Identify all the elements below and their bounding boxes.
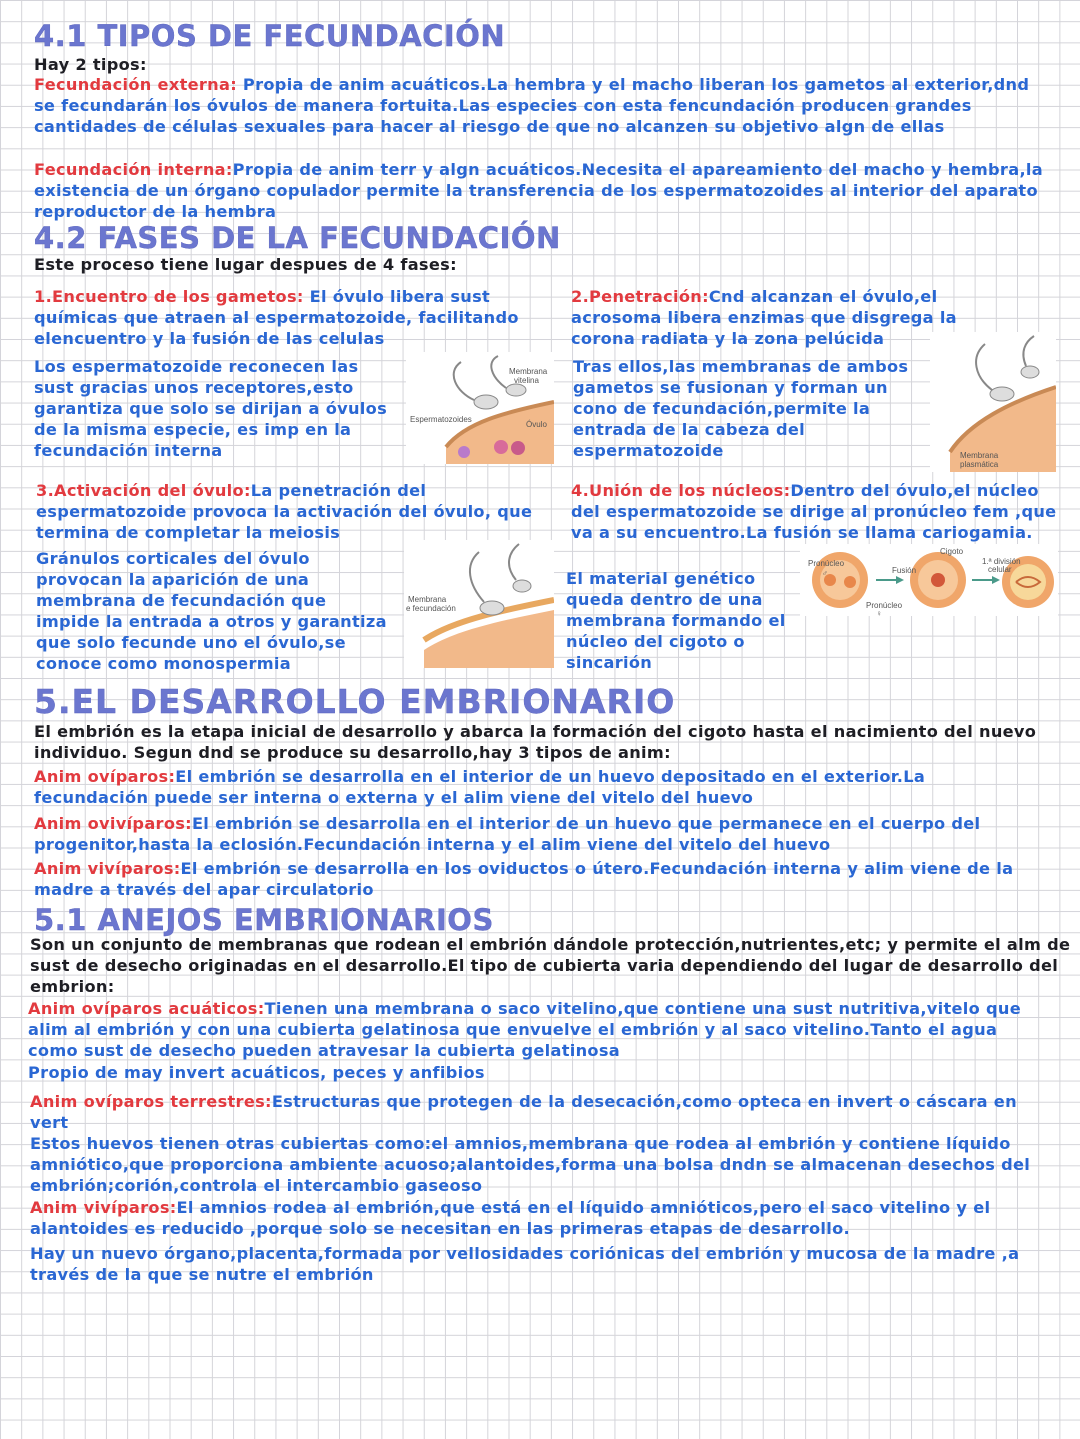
phase4-figure <box>800 544 1058 616</box>
s51-terrestrial-paragraph <box>30 1091 1030 1133</box>
phase1-figure-label-3: Espermatozoides <box>410 415 472 424</box>
phase4-paragraph <box>571 480 1059 543</box>
s51-viviparous-text2: Hay un nuevo órgano,placenta,formada por vellosidades coriónicas del embrión y mucosa de la madre ,a través de la que se nutre el embrión <box>30 1244 1020 1284</box>
s42-intro: Este proceso tiene lugar despues de 4 fases: <box>34 255 457 274</box>
phase4-fig-label-fusion: Fusión <box>892 566 917 575</box>
s51-terrestrial-text2: Estos huevos tienen otras cubiertas como:el amnios,membrana que rodea al embrión y contiene líquido amniótico,que proporciona ambiente acuoso;alantoides,forma una bolsa dndn se almacenan desechos del embrión;corión,controla el intercambio gaseoso <box>30 1134 1031 1195</box>
phase2-text: Cnd alcanzan el óvulo,el acrosoma libera enzimas que disgrega la corona radiata y la zona pelúcida <box>571 287 957 348</box>
phase1-text2: Los espermatozoide reconecen las sust gracias unos receptores,esto garantiza que solo se dirijan a óvulos de la misma especie, es imp en la fecundación interna <box>34 357 388 460</box>
s5-viviparos-paragraph <box>34 858 1054 900</box>
s5-ovoviviparos-text: El embrión se desarrolla en el interior de un huevo que permanece en el cuerpo del progenitor,hasta la eclosión.Fecundación interna y el alim viene del vitelo del huevo <box>34 814 981 854</box>
phase4-fig-label-pronucleo-m: Pronúcleo <box>808 559 845 568</box>
s51-aquatic-label: Anim ovíparos acuáticos: <box>28 999 265 1018</box>
s5-ovoviviparos-paragraph <box>34 813 1064 855</box>
s5-viviparos-text: El embrión se desarrolla en los oviductos o útero.Fecundación interna y alim viene de la madre a través del apar circulatorio <box>34 859 1014 899</box>
phase3-label: 3.Activación del óvulo: <box>36 481 251 500</box>
s51-viviparous-text: El amnios rodea al embrión,que está en el líquido amnióticos,pero el saco vitelino y el alantoides es reducido ,porque solo se necesitan en las primeras etapas de desarrollo. <box>30 1198 991 1238</box>
phase4-fig-label-female-sign: ♀ <box>876 609 882 616</box>
s41-internal-label: Fecundación interna: <box>34 160 233 179</box>
s5-oviparos-label: Anim ovíparos: <box>34 767 176 786</box>
phase1-figure-label-2: vitelina <box>514 376 539 385</box>
s51-terrestrial-text: Estructuras que protegen de la desecación,como opteca en invert o cáscara en vert <box>30 1092 1017 1132</box>
s41-external-label: Fecundación externa: <box>34 75 237 94</box>
s51-viviparous-label: Anim vivíparos: <box>30 1198 177 1217</box>
phase3-text: La penetración del espermatozoide provoca la activación del óvulo, que termina de completar la meiosis <box>36 481 533 542</box>
phase3-figure-label-1: Membrana <box>408 595 447 604</box>
phase4-fig-label-division: 1.ª división <box>982 557 1021 566</box>
phase3-paragraph <box>36 480 546 543</box>
s5-intro: El embrión es la etapa inicial de desarrollo y abarca la formación del cigoto hasta el nacimiento del nuevo individuo. Segun dnd se produce su desarrollo,hay 3 tipos de anim: <box>34 722 1037 762</box>
phase3-text2: Gránulos corticales del óvulo provocan la aparición de una membrana de fecundación que impide la entrada a otros y garantiza que solo fecunde uno el óvulo,se conoce como monospermia <box>36 549 387 673</box>
s5-oviparos-text: El embrión se desarrolla en el interior de un huevo depositado en el exterior.La fecundación puede ser interna o externa y el alim viene del vitelo del huevo <box>34 767 926 807</box>
phase3-figure <box>404 540 554 668</box>
s41-internal-text: Propia de anim terr y algn acuáticos.Necesita el apareamiento del macho y hembra,la existencia de un órgano copulador permite la transferencia de los espermatozoides al interior del aparato reproductor de la hembra <box>34 160 1043 221</box>
s41-external-text: Propia de anim acuáticos.La hembra y el macho liberan los gametos al exterior,dnd se fecundarán los óvulos de manera fortuita.Las especies con esta fencundación producen grandes cantidades de células sexuales para hacer al riesgo de que no alcanzen su objetivo algn de ellas <box>34 75 1030 136</box>
phase4-text2: El material genético queda dentro de una membrana formando el núcleo del cigoto o sincarión <box>566 569 786 672</box>
phase1-label: 1.Encuentro de los gametos: <box>34 287 304 306</box>
s51-aquatic-text: Tienen una membrana o saco vitelino,que contiene una sust nutritiva,vitelo que alim al embrión y con una cubierta gelatinosa que envuelve el embrión y al saco vitelino.Tanto el agua como sust de desecho pueden atravesar la cubierta gelatinosa <box>28 999 1021 1060</box>
phase2-label: 2.Penetración: <box>571 287 709 306</box>
s51-viviparous-paragraph <box>30 1197 1060 1239</box>
phase4-fig-label-cigoto: Cigoto <box>940 547 964 556</box>
s51-aquatic-paragraph <box>28 998 1028 1061</box>
phase1-figure-label-1: Membrana <box>509 367 548 376</box>
phase4-text: Dentro del óvulo,el núcleo del espermatozoide se dirige al pronúcleo fem ,que va a su encuentro.La fusión se llama cariogamia. <box>571 481 1057 542</box>
title-4-1: 4.1 TIPOS DE FECUNDACIÓN <box>34 19 506 53</box>
phase1-paragraph <box>34 286 554 349</box>
s51-intro: Son un conjunto de membranas que rodean el embrión dándole protección,nutrientes,etc; y permite el alm de sust de desecho originadas en el desarrollo.El tipo de cubierta varia dependiendo del lugar de desarrollo del embrion: <box>30 935 1071 996</box>
phase4-fig-label-pronucleo-f: Pronúcleo <box>866 601 903 610</box>
phase4-label: 4.Unión de los núcleos: <box>571 481 791 500</box>
s41-external-paragraph <box>34 74 1054 137</box>
phase2-text2: Tras ellos,las membranas de ambos gametos se fusionan y forman un cono de fecundación,permite la entrada de la cabeza del espermatozoide <box>573 357 909 460</box>
s5-oviparos-paragraph <box>34 766 1034 808</box>
s51-terrestrial-label: Anim ovíparos terrestres: <box>30 1092 272 1111</box>
phase1-figure-label-4: Óvulo <box>526 420 547 429</box>
s5-viviparos-label: Anim vivíparos: <box>34 859 181 878</box>
title-5: 5.EL DESARROLLO EMBRIONARIO <box>34 682 676 721</box>
s41-intro: Hay 2 tipos: <box>34 55 147 74</box>
phase1-figure <box>406 352 554 464</box>
phase3-figure-label-2: e fecundación <box>406 604 456 613</box>
s51-aquatic-text2: Propio de may invert acuáticos, peces y anfibios <box>28 1063 485 1082</box>
phase2-figure-label-1: Membrana <box>960 451 999 460</box>
s41-internal-paragraph <box>34 159 1054 222</box>
phase4-fig-label-male-sign: ♂ <box>822 569 828 578</box>
title-4-2: 4.2 FASES DE LA FECUNDACIÓN <box>34 221 561 255</box>
phase4-fig-label-celular: celular <box>988 565 1012 574</box>
phase1-text: El óvulo libera sust químicas que atraen al espermatozoide, facilitando elencuentro y la fusión de las celulas <box>34 287 519 348</box>
title-5-1: 5.1 ANEJOS EMBRIONARIOS <box>34 903 494 937</box>
s5-ovoviviparos-label: Anim ovivíparos: <box>34 814 192 833</box>
phase2-figure <box>930 332 1056 472</box>
phase2-figure-label-2: plasmática <box>960 460 999 469</box>
